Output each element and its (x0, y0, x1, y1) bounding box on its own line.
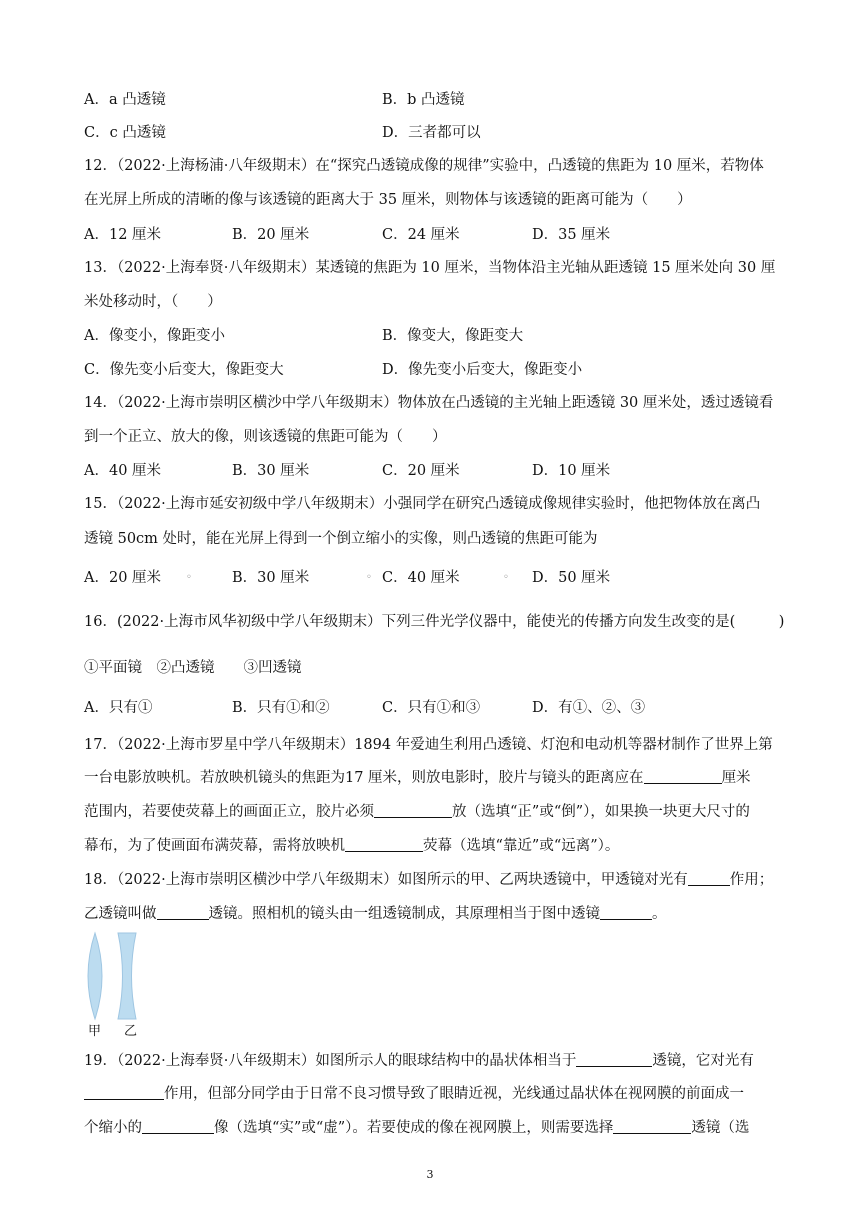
q19-line2 (84, 1084, 744, 1104)
q13-option-c: C．像先变小后变大，像距变大 (84, 362, 284, 378)
q19-line3-end: 透镜（选 (691, 1120, 750, 1136)
q13-line1: 13．（2022·上海奉贤·八年级期末）某透镜的焦距为 10 厘米，当物体沿主光轴从距透镜 15 厘米处向 30 厘 (84, 260, 776, 276)
q19-line3-mid: 像（选填“实”或“虚”）。若要使成的像在视网膜上，则需要选择 (214, 1120, 614, 1136)
q18-line2-text: 乙透镜叫做 (84, 906, 157, 922)
q13-option-d: D．像先变小后变大，像距变小 (382, 362, 583, 378)
q16-items: ①平面镜 ②凸透镜 ③凹透镜 (84, 660, 302, 676)
q18-line1-rest: 作用； (729, 872, 774, 888)
answer-blank[interactable] (142, 1119, 214, 1134)
answer-blank[interactable] (644, 769, 722, 784)
answer-blank[interactable] (576, 1052, 652, 1067)
q15-option-d: D．50 厘米 (532, 570, 611, 586)
q19-line1 (84, 1051, 754, 1071)
q17-line3-text: 范围内，若要使荧幕上的画面正立，胶片必须 (84, 804, 374, 820)
answer-blank[interactable] (157, 905, 209, 920)
q17-line2 (84, 768, 751, 788)
q17-line4-text: 幕布，为了使画面布满荧幕，需将放映机 (84, 838, 345, 854)
q14-option-c: C．20 厘米 (382, 463, 460, 479)
q14-line1: 14．（2022·上海市崇明区横沙中学八年级期末）物体放在凸透镜的主光轴上距透镜 30 厘米处，透过透镜看 (84, 395, 774, 411)
q12-line2: 在光屏上所成的清晰的像与该透镜的距离大于 35 厘米，则物体与该透镜的距离可能为（ ） (84, 192, 692, 208)
q14-option-d: D．10 厘米 (532, 463, 611, 479)
q11-option-a: A．a 凸透镜 (84, 92, 166, 108)
answer-blank[interactable] (600, 905, 652, 920)
q19-line1-rest: 透镜，它对光有 (652, 1053, 754, 1069)
q18-line2-rest: 透镜。照相机的镜头由一组透镜制成，其原理相当于图中透镜 (208, 906, 600, 922)
answer-blank[interactable] (688, 871, 730, 886)
q19-line1-text: 19．（2022·上海奉贤·八年级期末）如图所示人的眼球结构中的晶状体相当于 (84, 1053, 577, 1069)
concave-lens (118, 933, 136, 1019)
q17-line4 (84, 836, 619, 856)
q17-line2-end: 厘米 (721, 770, 751, 786)
q15-option-c: C．40 厘米 (382, 570, 460, 586)
q15-option-b: B．30 厘米 (232, 570, 310, 586)
q15-separator-dot: ◦ (186, 572, 192, 583)
q17-line3 (84, 802, 750, 822)
answer-blank[interactable] (345, 837, 423, 852)
q11-option-c: C．c 凸透镜 (84, 125, 166, 141)
q14-option-b: B．30 厘米 (232, 463, 310, 479)
q12-option-a: A．12 厘米 (84, 227, 162, 243)
q17-line3-rest: 放（选填“正”或“倒”），如果换一块更大尺寸的 (452, 804, 750, 820)
q17-line2-text: 一台电影放映机。若放映机镜头的焦距为17 厘米，则放电影时，胶片与镜头的距离应在 (84, 770, 644, 786)
q15-line2: 透镜 50cm 处时，能在光屏上得到一个倒立缩小的实像，则凸透镜的焦距可能为 (84, 531, 598, 547)
q16-line1: 16．(2022·上海市风华初级中学八年级期末）下列三件光学仪器中，能使光的传播方向发生改变的是( ) (84, 614, 785, 630)
fig-label-yi: 乙 (124, 1024, 138, 1039)
q19-line3 (84, 1118, 749, 1138)
q12-line1: 12．（2022·上海杨浦·八年级期末）在“探究凸透镜成像的规律”实验中，凸透镜的焦距为 10 厘米，若物体 (84, 158, 764, 174)
page-number: 3 (426, 1168, 434, 1181)
answer-blank[interactable] (374, 803, 452, 818)
q16-option-d: D．有①、②、③ (532, 700, 646, 716)
q19-line2-text: 作用，但部分同学由于日常不良习惯导致了眼睛近视，光线通过晶状体在视网膜的前面成一 (164, 1086, 744, 1102)
q12-option-b: B．20 厘米 (232, 227, 310, 243)
q12-option-c: C．24 厘米 (382, 227, 460, 243)
q16-option-c: C．只有①和③ (382, 700, 481, 716)
q13-option-b: B．像变大，像距变大 (382, 328, 524, 344)
q14-option-a: A．40 厘米 (84, 463, 162, 479)
answer-blank[interactable] (613, 1119, 691, 1134)
q11-option-d: D．三者都可以 (382, 125, 481, 141)
convex-lens (88, 933, 102, 1019)
q11-option-b: B．b 凸透镜 (382, 92, 465, 108)
q15-line1: 15．（2022·上海市延安初级中学八年级期末）小强同学在研究凸透镜成像规律实验时，他把物体放在离凸 (84, 496, 761, 512)
q18-line1-text: 18．（2022·上海市崇明区横沙中学八年级期末）如图所示的甲、乙两块透镜中，甲透镜对光有 (84, 872, 688, 888)
q12-option-d: D．35 厘米 (532, 227, 611, 243)
q15-separator-dot: ◦ (366, 572, 372, 583)
q13-option-a: A．像变小，像距变小 (84, 328, 225, 344)
q16-option-b: B．只有①和② (232, 700, 330, 716)
q17-line4-rest: 荧幕（选填“靠近”或“远离”）。 (423, 838, 620, 854)
q15-separator-dot: ◦ (503, 572, 509, 583)
q17-line1: 17．（2022·上海市罗星中学八年级期末）1894 年爱迪生利用凸透镜、灯泡和电动机等器材制作了世界上第 (84, 737, 773, 753)
q18-line1 (84, 870, 773, 890)
q14-line2: 到一个正立、放大的像，则该透镜的焦距可能为（ ） (84, 429, 447, 445)
answer-blank[interactable] (84, 1085, 164, 1100)
q18-line2-end: 。 (652, 906, 667, 922)
q18-line2 (84, 904, 667, 924)
q19-line3-text: 个缩小的 (84, 1120, 142, 1136)
q16-option-a: A．只有① (84, 700, 153, 716)
q13-line2: 米处移动时，（ ） (84, 294, 222, 310)
q15-option-a: A．20 厘米 (84, 570, 162, 586)
lens-figure (78, 930, 148, 1022)
fig-label-jia: 甲 (88, 1024, 102, 1039)
